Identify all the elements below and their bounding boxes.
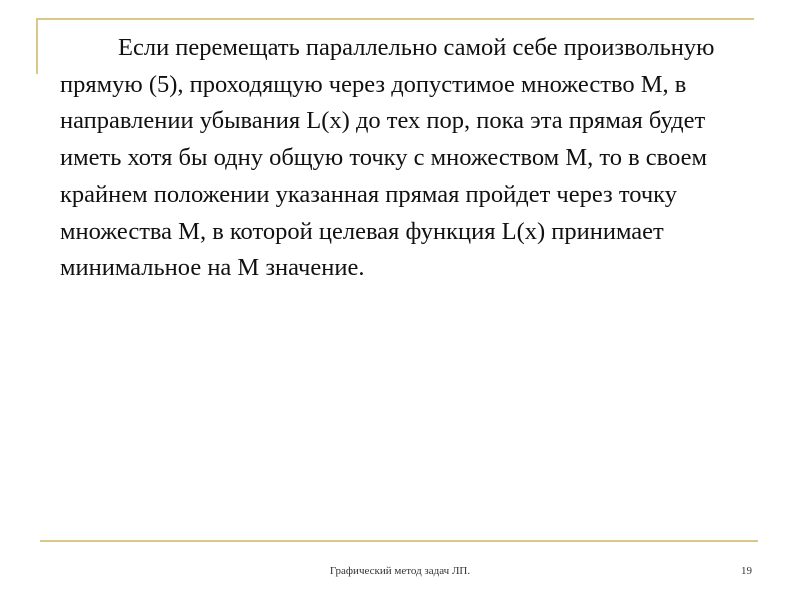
bottom-divider-line	[40, 540, 758, 542]
left-accent-bar	[36, 18, 38, 74]
page-number: 19	[741, 565, 752, 577]
top-divider-line	[36, 18, 754, 20]
footer-title: Графический метод задач ЛП.	[329, 565, 471, 577]
slide-body-text: Если перемещать параллельно самой себе произвольную прямую (5), проходящую через допустимое множество М, в направлении убывания L(x) до тех пор, пока эта прямая будет иметь хотя бы одну общую точку с множеством М, то в своем крайнем положении указанная прямая пройдет через точку множества М, в которой целевая функция L(x) принимает минимальное на М значение.	[60, 34, 715, 282]
